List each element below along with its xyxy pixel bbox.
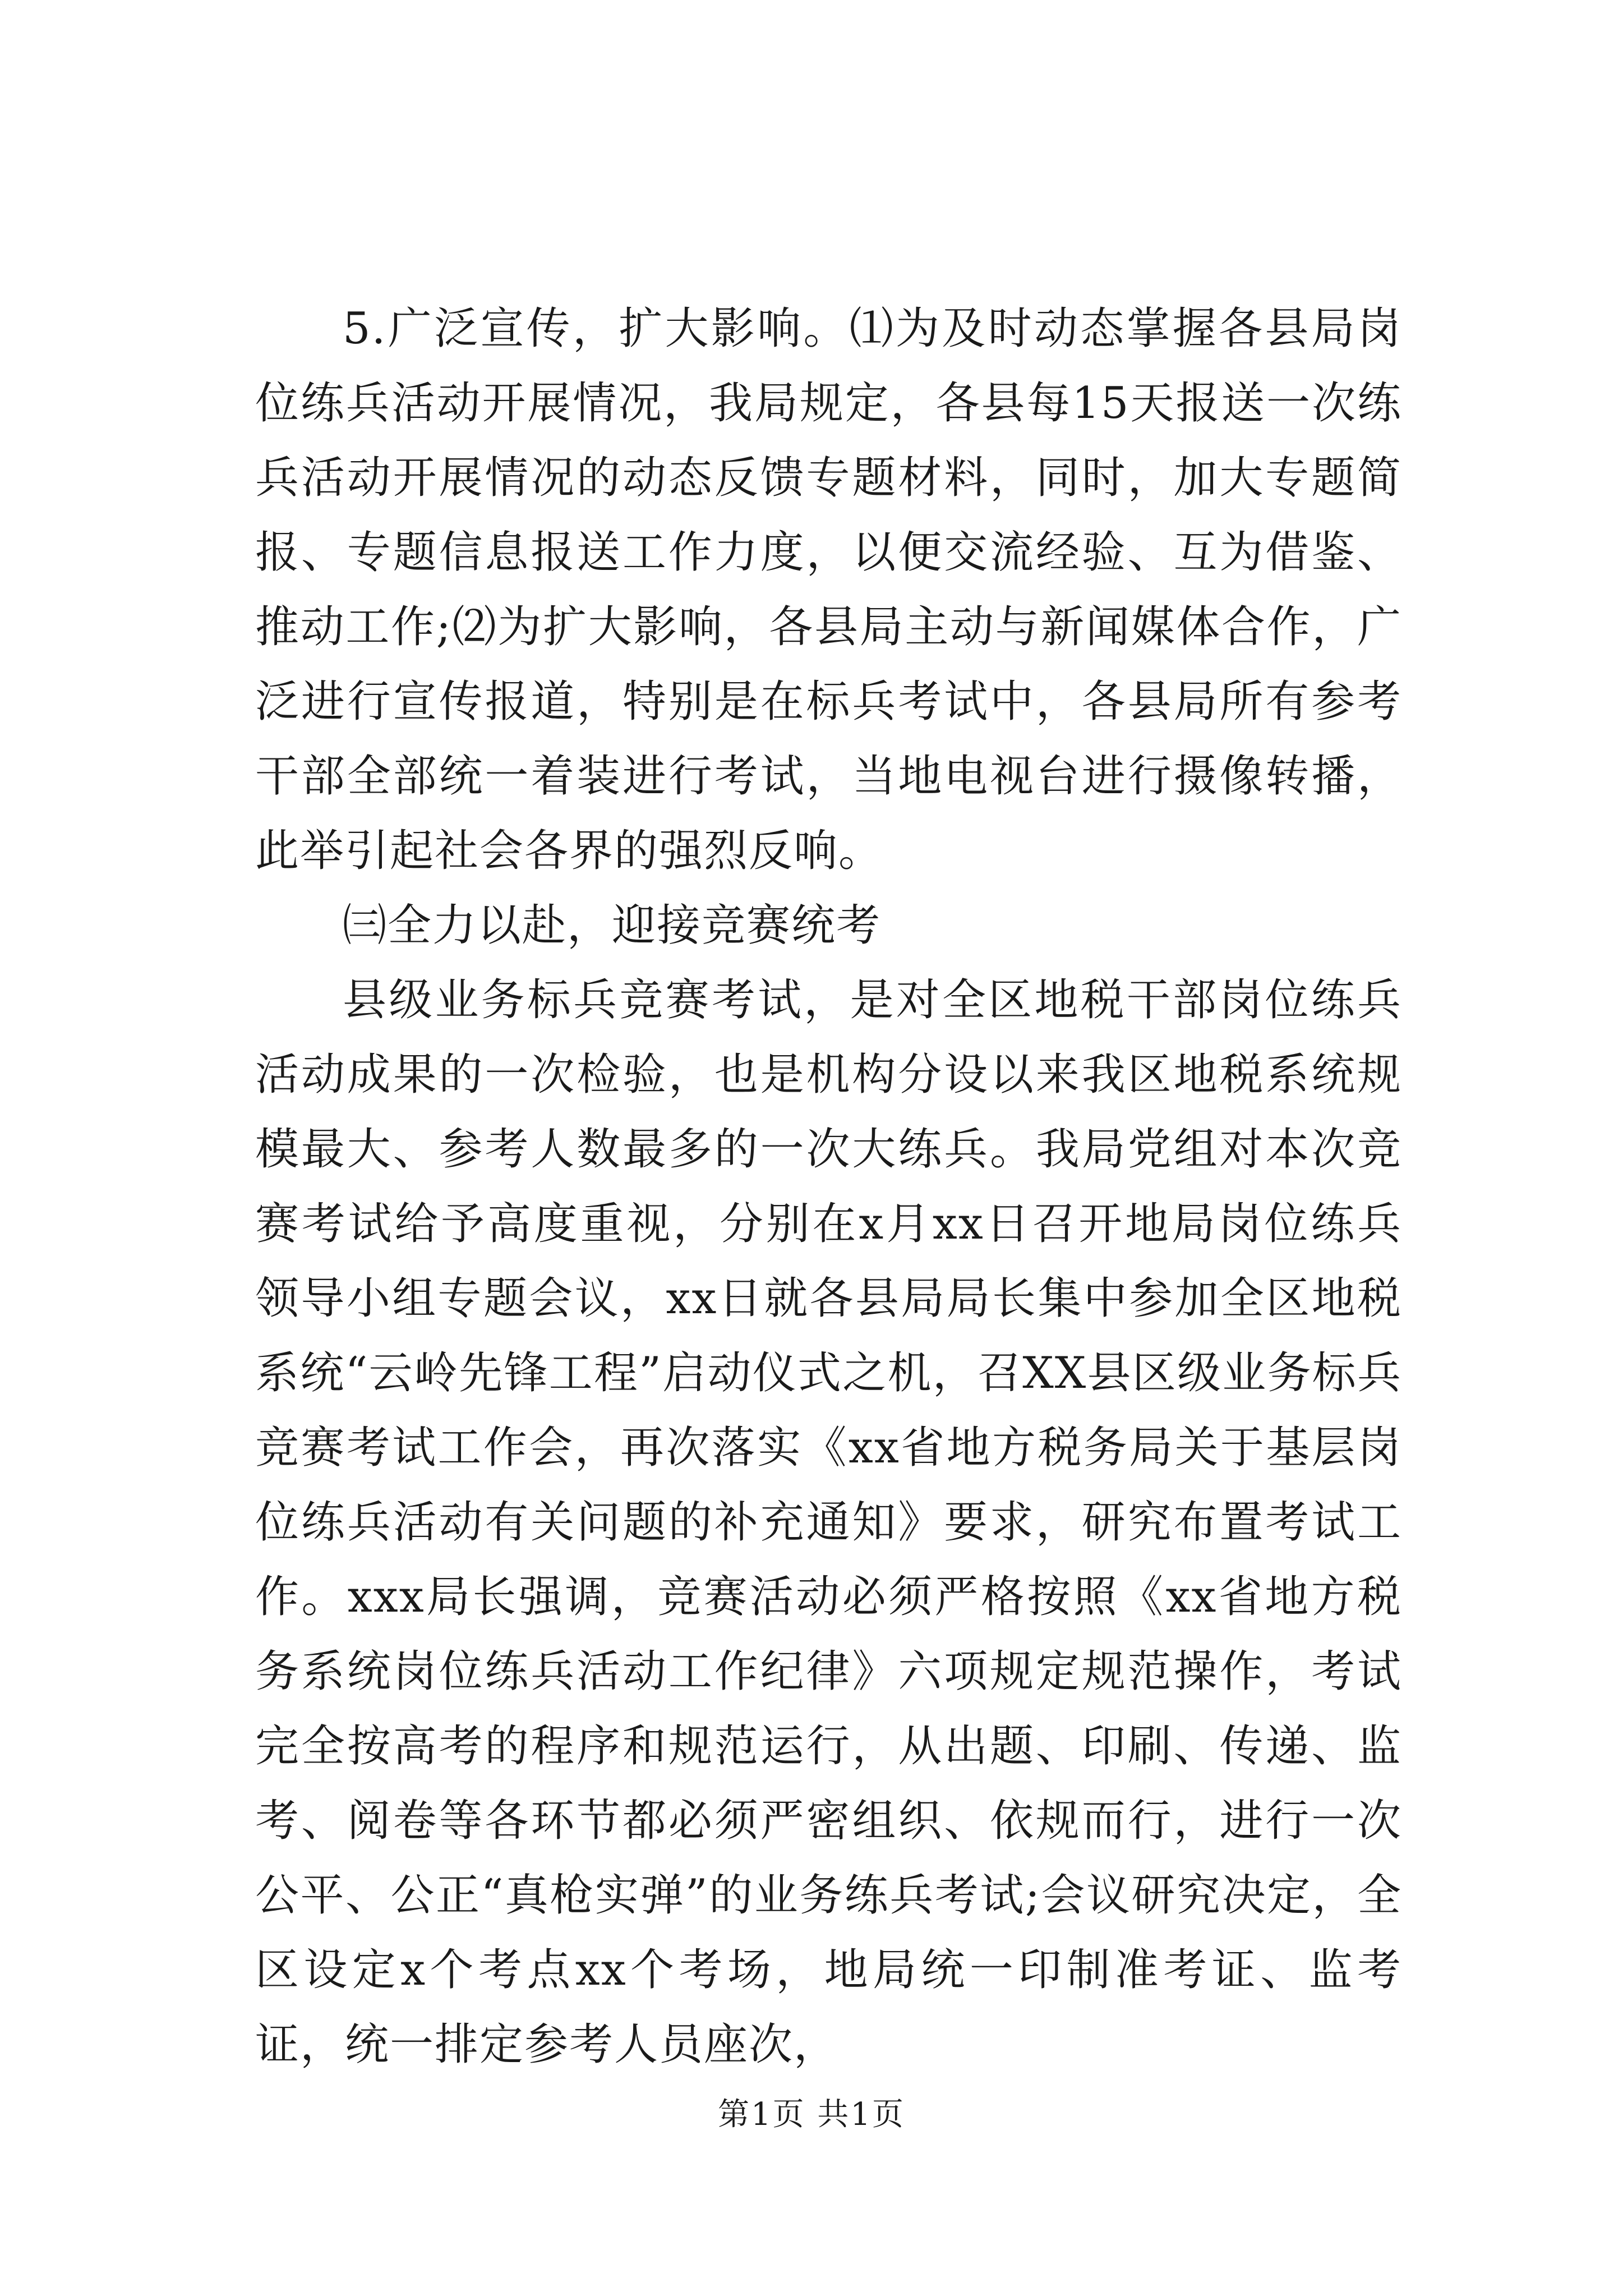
- body-paragraph-2: 县级业务标兵竞赛考试，是对全区地税干部岗位练兵活动成果的一次检验，也是机构分设以来我区地税系统规模最大、参考人数最多的一次大练兵。我局党组对本次竞赛考试给予高度重视，分别在x月xx日召开地局岗位练兵领导小组专题会议，xx日就各县局局长集中参加全区地税系统“云岭先锋工程”启动仪式之机，召XX县区级业务标兵竞赛考试工作会，再次落实《xx省地方税务局关于基层岗位练兵活动有关问题的补充通知》要求，研究布置考试工作。xxx局长强调，竞赛活动必须严格按照《xx省地方税务系统岗位练兵活动工作纪律》六项规定规范操作，考试完全按高考的程序和规范运行，从出题、印刷、传递、监考、阅卷等各环节都必须严密组织、依规而行，进行一次公平、公正“真枪实弹”的业务练兵考试;会议研究决定，全区设定x个考点xx个考场，地局统一印制准考证、监考证，统一排定参考人员座次，: [255, 975, 1402, 2070]
- section-heading: ㈢全力以赴，迎接竞赛统考: [343, 900, 882, 951]
- body-paragraph-1: 5.广泛宣传，扩大影响。⑴为及时动态掌握各县局岗位练兵活动开展情况，我局规定，各县每15天报送一次练兵活动开展情况的动态反馈专题材料，同时，加大专题简报、专题信息报送工作力度，以便交流经验、互为借鉴、推动工作;⑵为扩大影响，各县局主动与新闻媒体合作，广泛进行宣传报道，特别是在标兵考试中，各县局所有参考干部全部统一着装进行考试，当地电视台进行摄像转播，此举引起社会各界的强烈反响。: [255, 303, 1402, 876]
- page-footer: 第1页 共1页: [717, 2096, 906, 2133]
- document-body: [255, 292, 1402, 2082]
